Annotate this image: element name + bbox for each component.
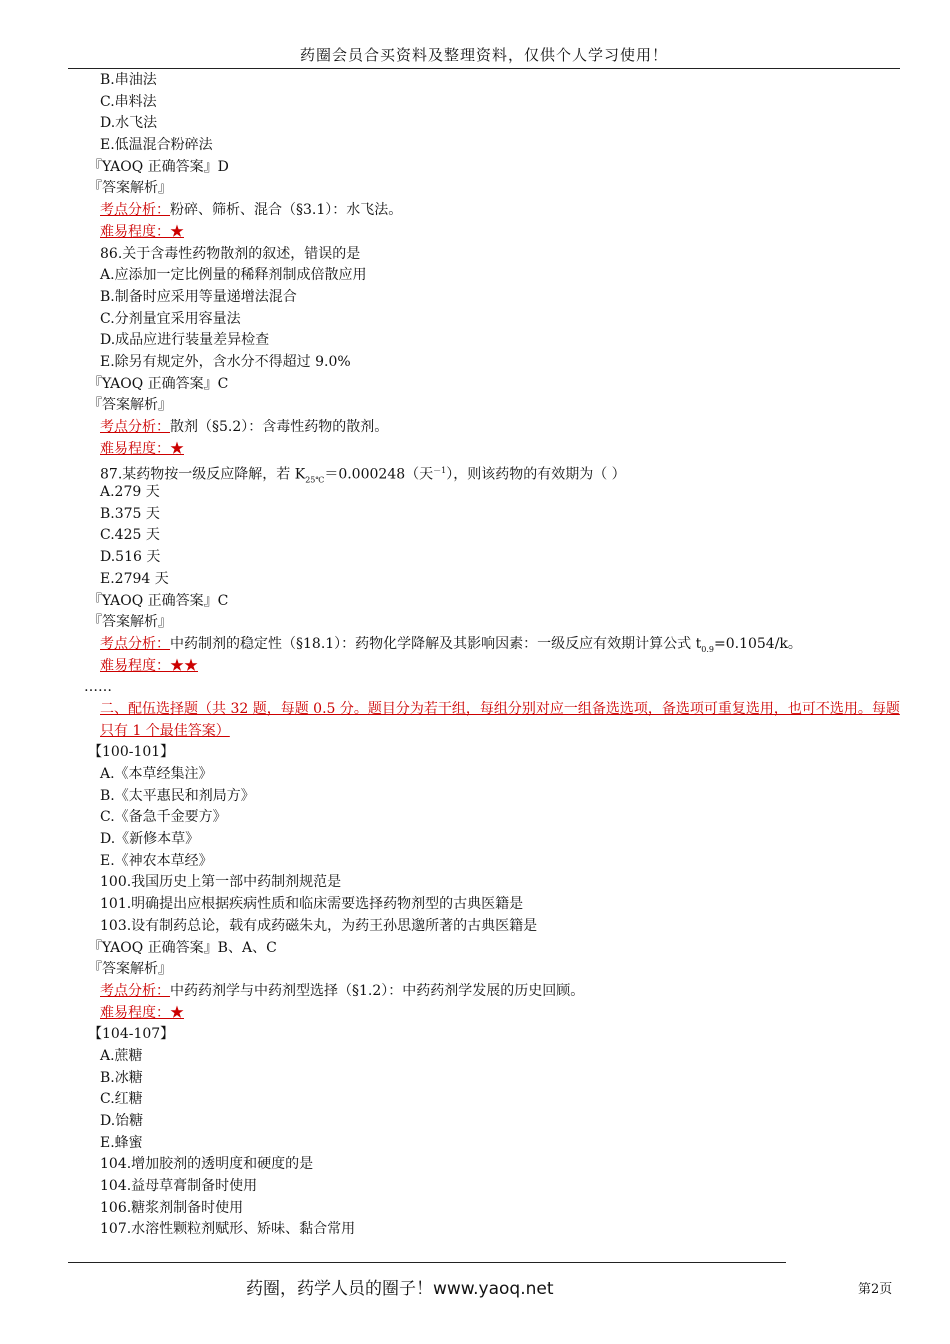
exam-point-label: 考点分析： — [100, 202, 170, 219]
option: D.饴糖 — [100, 1113, 144, 1130]
exam-point-text: 粉碎、筛析、混合（§3.1）：水飞法。 — [170, 202, 403, 219]
group-label: 【100-101】 — [88, 744, 175, 761]
question-stem: 104.益母草膏制备时使用 — [100, 1178, 258, 1195]
point-subscript: 0.9 — [701, 644, 714, 654]
footer-divider — [68, 1262, 786, 1263]
document-body — [84, 70, 910, 1241]
analysis-heading: 『答案解析』 — [88, 961, 172, 978]
exam-point-label: 考点分析： — [100, 982, 170, 999]
page-number: 第2页 — [858, 1282, 893, 1297]
stem-subscript: 25℃ — [305, 475, 325, 485]
header-divider — [68, 68, 900, 69]
exam-point — [100, 634, 910, 656]
option: D.成品应进行装量差异检查 — [100, 332, 270, 349]
correct-answer: 『YAOQ 正确答案』D — [88, 158, 229, 175]
exam-point-text: 中药药剂学与中药剂型选择（§1.2）：中药药剂学发展的历史回顾。 — [170, 982, 585, 999]
difficulty — [100, 439, 910, 461]
question-stem: 101.明确提出应根据疾病性质和临床需要选择药物剂型的古典医籍是 — [100, 896, 524, 913]
option: A.《本草经集注》 — [100, 766, 213, 783]
option: B.冰糖 — [100, 1069, 143, 1086]
option: B.制备时应采用等量递增法混合 — [100, 288, 297, 305]
option: C.串料法 — [100, 93, 157, 110]
option: D.516 天 — [100, 549, 161, 566]
difficulty — [100, 1003, 910, 1025]
difficulty-label: 难易程度： — [100, 1004, 170, 1021]
question-stem: 103.设有制药总论，载有成药磁朱丸，为药王孙思邈所著的古典医籍是 — [100, 917, 538, 934]
correct-answer: 『YAOQ 正确答案』B、A、C — [88, 939, 277, 956]
option: A.279 天 — [100, 484, 160, 501]
exam-point — [100, 417, 910, 439]
stem-part: ＝0.000248（天 — [324, 467, 434, 484]
analysis-heading: 『答案解析』 — [88, 180, 172, 197]
option: E.低温混合粉碎法 — [100, 137, 213, 154]
correct-answer: 『YAOQ 正确答案』C — [88, 375, 229, 392]
correct-answer: 『YAOQ 正确答案』C — [88, 592, 229, 609]
option: C.分剂量宜采用容量法 — [100, 310, 241, 327]
difficulty-label: 难易程度： — [100, 223, 170, 240]
stem-part: 87.某药物按一级反应降解，若 K — [100, 467, 306, 484]
star-icon: ★ — [170, 223, 184, 240]
option: C.425 天 — [100, 527, 160, 544]
exam-point — [100, 981, 910, 1003]
stem-part: ），则该药物的有效期为（ ） — [446, 467, 626, 484]
question-stem: 100.我国历史上第一部中药制剂规范是 — [100, 874, 342, 891]
exam-point-text: 中药制剂的稳定性（§18.1）：药物化学降解及其影响因素：一级反应有效期计算公式 t — [170, 635, 702, 652]
option: B.《太平惠民和剂局方》 — [100, 787, 255, 804]
option: B.375 天 — [100, 505, 160, 522]
group-label: 【104-107】 — [88, 1026, 175, 1043]
question-stem: 106.糖浆剂制备时使用 — [100, 1199, 244, 1216]
option: D.《新修本草》 — [100, 831, 200, 848]
star-icon: ★★ — [170, 657, 198, 674]
stem-superscript: －1 — [433, 466, 447, 476]
question-stem: 107.水溶性颗粒剂赋形、矫味、黏合常用 — [100, 1221, 356, 1238]
option: C.红糖 — [100, 1091, 143, 1108]
option: E.除另有规定外，含水分不得超过 9.0% — [100, 353, 351, 370]
exam-point-text: =0.1054/k。 — [713, 635, 802, 652]
star-icon: ★ — [170, 440, 184, 457]
exam-point-text: 散剂（§5.2）：含毒性药物的散剂。 — [170, 419, 389, 435]
star-icon: ★ — [170, 1004, 184, 1021]
analysis-heading: 『答案解析』 — [88, 614, 172, 631]
option: E.《神农本草经》 — [100, 852, 213, 869]
question-stem: 86.关于含毒性药物散剂的叙述，错误的是 — [100, 245, 361, 262]
exam-point — [100, 200, 910, 222]
page-footer: 药圈，药学人员的圈子！www.yaoq.net — [246, 1279, 554, 1299]
question-stem: 104.增加胶剂的透明度和硬度的是 — [100, 1156, 314, 1173]
difficulty — [100, 222, 910, 244]
ellipsis: …… — [84, 679, 112, 696]
exam-point-label: 考点分析： — [100, 635, 170, 652]
analysis-heading: 『答案解析』 — [88, 397, 172, 414]
option: D.水飞法 — [100, 115, 158, 132]
option: A.应添加一定比例量的稀释剂制成倍散应用 — [100, 267, 367, 284]
question-stem — [100, 460, 910, 485]
page-header: 药圈会员合买资料及整理资料，仅供个人学习使用！ — [299, 46, 668, 64]
option: B.串油法 — [100, 72, 157, 88]
option: C.《备急千金要方》 — [100, 809, 227, 826]
exam-point-label: 考点分析： — [100, 419, 170, 435]
option: E.蜂蜜 — [100, 1134, 143, 1151]
difficulty-label: 难易程度： — [100, 440, 170, 457]
difficulty-label: 难易程度： — [100, 657, 170, 674]
section-heading: 二、配伍选择题（共 32 题，每题 0.5 分。题目分为若干组，每组分别对应一组备选选项，备选项可重复选用，也可不选用。每题只有 1 个最佳答案） — [100, 700, 900, 739]
option: E.2794 天 — [100, 570, 169, 587]
option: A.蔗糖 — [100, 1047, 143, 1064]
difficulty — [100, 656, 910, 678]
